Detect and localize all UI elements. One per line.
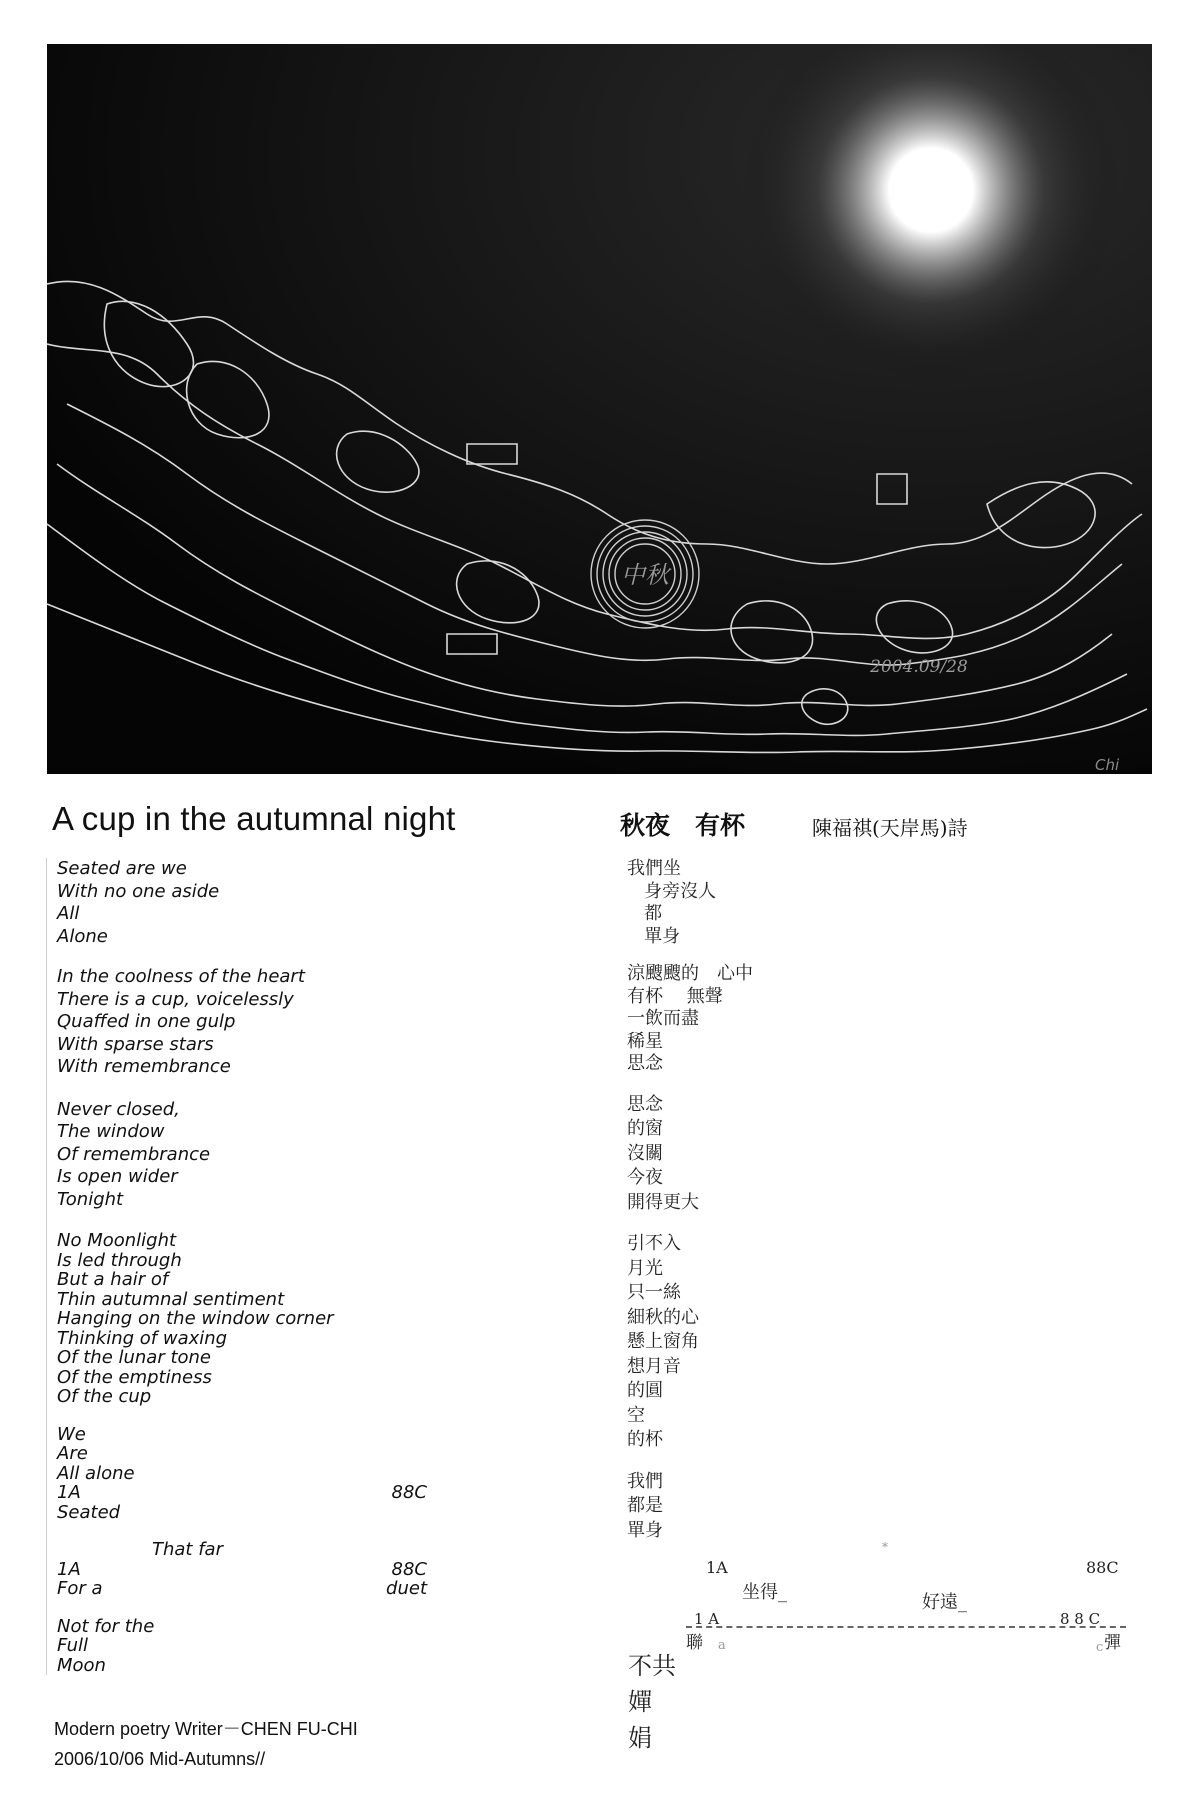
poem-line: The window [57, 1121, 165, 1142]
score-1a: 1A [706, 1558, 728, 1577]
score-1a: 1A [57, 1558, 81, 1580]
poem-line: Hanging on the window corner [57, 1308, 334, 1329]
poem-line: 細秋的心 [627, 1306, 699, 1328]
poem-line: 一飲而盡 [627, 1008, 699, 1029]
poem-line: All [57, 903, 80, 924]
english-poem [46, 858, 577, 1675]
poem-line: Is open wider [57, 1166, 178, 1187]
poem-score-row [57, 1579, 427, 1599]
poem-line: Are [57, 1443, 88, 1464]
poem-duet: duet [386, 1578, 427, 1599]
poem-line: Alone [57, 925, 108, 947]
poem-line: All alone [57, 1462, 135, 1484]
poem-line: Of the lunar tone [57, 1347, 212, 1368]
credit-date: 2006/10/06 Mid-Autumns// [54, 1749, 266, 1769]
score-1a: 1A [57, 1482, 81, 1503]
poem-line: Thin autumnal sentiment [57, 1288, 285, 1310]
score-88c: 88C [391, 1558, 427, 1580]
poem-line: But a hair of [57, 1269, 169, 1290]
english-stanza-1 [57, 858, 577, 948]
chinese-closing [628, 1648, 676, 1756]
english-stanza-3 [57, 1099, 577, 1212]
english-stanza-5 [57, 1425, 577, 1523]
chinese-score [626, 1540, 1146, 1668]
poem-line: 的窗 [627, 1118, 663, 1139]
poem-line: Moon [57, 1654, 106, 1676]
poem-line: Full [57, 1635, 89, 1656]
score-88c: 88C [391, 1482, 427, 1503]
poem-line: 單身 [627, 925, 681, 947]
poem-line: 思念 [627, 1053, 663, 1074]
poem-line: 涼颼颼的 心中 [627, 963, 753, 984]
poem-line: No Moonlight [57, 1230, 177, 1251]
artwork-signature: Chi [1095, 756, 1120, 774]
poem-line: 沒關 [627, 1142, 663, 1164]
poem-line: With sparse stars [57, 1033, 214, 1055]
english-title: A cup in the autumnal night [52, 800, 456, 837]
poem-line: 思念 [627, 1093, 663, 1115]
score-dashed-line [686, 1626, 1126, 1628]
poem-line: 娟 [628, 1724, 652, 1752]
poem-line: There is a cup, voicelessly [57, 988, 294, 1010]
poem-line: 的杯 [627, 1429, 663, 1450]
poem-line: Thinking of waxing [57, 1327, 228, 1349]
poem-line: 只一絲 [627, 1282, 681, 1303]
poem-line: Of remembrance [57, 1143, 211, 1165]
english-stanza-4 [57, 1231, 577, 1407]
poem-line: 有杯 無聲 [627, 985, 723, 1007]
poem-line: 單身 [627, 1519, 663, 1541]
english-stanza-2 [57, 966, 577, 1079]
moon-night-artwork [47, 44, 1152, 774]
poem-line: Never closed, [57, 1098, 180, 1120]
poem-for-a: For a [57, 1578, 103, 1599]
score-spaced-88c: 8 8 C [1060, 1610, 1101, 1628]
credit-writer: Modern poetry Writer－CHEN FU-CHI [54, 1719, 358, 1739]
score-hao-yuan: 好遠_ [922, 1592, 967, 1613]
poem-line: 我們 [627, 1470, 663, 1492]
english-stanza-6 [57, 1540, 577, 1599]
poem-line: With no one aside [57, 880, 220, 902]
score-marker-a: a [718, 1638, 726, 1653]
credits [54, 1714, 358, 1774]
poem-line: 今夜 [627, 1167, 663, 1188]
poem-line: With remembrance [57, 1056, 231, 1077]
poem-line: 空 [627, 1404, 645, 1426]
artwork-svg [47, 44, 1152, 774]
score-marker-c: c [1096, 1640, 1104, 1655]
score-spaced-1a: 1 A [694, 1610, 720, 1628]
poem-line: Seated are we [57, 858, 187, 879]
poem-line: Of the emptiness [57, 1366, 212, 1388]
english-stanza-7 [57, 1617, 577, 1676]
poem-line: That far [152, 1539, 223, 1560]
poem-line: 稀星 [627, 1030, 663, 1052]
poem-line: 想月音 [627, 1355, 681, 1377]
score-dan: 彈 [1104, 1633, 1121, 1653]
chinese-stanza-2 [627, 963, 753, 1076]
poem-line: Tonight [57, 1188, 124, 1210]
chinese-poem [627, 858, 753, 1543]
poem-line: 都 [627, 903, 663, 924]
poem-line: Of the cup [57, 1386, 152, 1407]
poem-line: Seated [57, 1501, 121, 1523]
poem-score-row [57, 1560, 427, 1580]
poem-line: 我們坐 [627, 858, 681, 879]
chinese-stanza-4 [627, 1232, 753, 1453]
chinese-author: 陳福祺(天岸馬)詩 [812, 816, 968, 840]
poem-line: 月光 [627, 1257, 663, 1279]
circle-text: 中秋 [621, 561, 669, 589]
poem-line: We [57, 1423, 86, 1445]
poem-line: 都是 [627, 1495, 663, 1516]
chinese-stanza-5 [627, 1470, 753, 1544]
poem-line: 身旁沒人 [627, 880, 717, 902]
poem-line: 嬋 [628, 1688, 652, 1716]
poem-line: 的圓 [627, 1380, 663, 1401]
poem-line: 不共 [628, 1652, 676, 1680]
chinese-title: 秋夜 有杯 [620, 811, 746, 840]
score-star: * [882, 1540, 888, 1554]
poem-line: Is led through [57, 1249, 182, 1271]
score-zuo-de: 坐得_ [742, 1582, 787, 1603]
chinese-stanza-1 [627, 858, 753, 948]
poem-score-row [57, 1483, 427, 1503]
poem-line: 懸上窗角 [627, 1331, 699, 1352]
chinese-stanza-3 [627, 1093, 753, 1216]
poem-line: Not for the [57, 1615, 155, 1637]
poem-line: 開得更大 [627, 1191, 699, 1213]
score-88c: 88C [1086, 1558, 1119, 1577]
poem-line: Quaffed in one gulp [57, 1011, 236, 1032]
poem-line: In the coolness of the heart [57, 966, 305, 987]
artwork-date: 2004.09/28 [870, 657, 968, 677]
score-lian: 聯 [686, 1633, 703, 1653]
poem-line: 引不入 [627, 1233, 681, 1254]
